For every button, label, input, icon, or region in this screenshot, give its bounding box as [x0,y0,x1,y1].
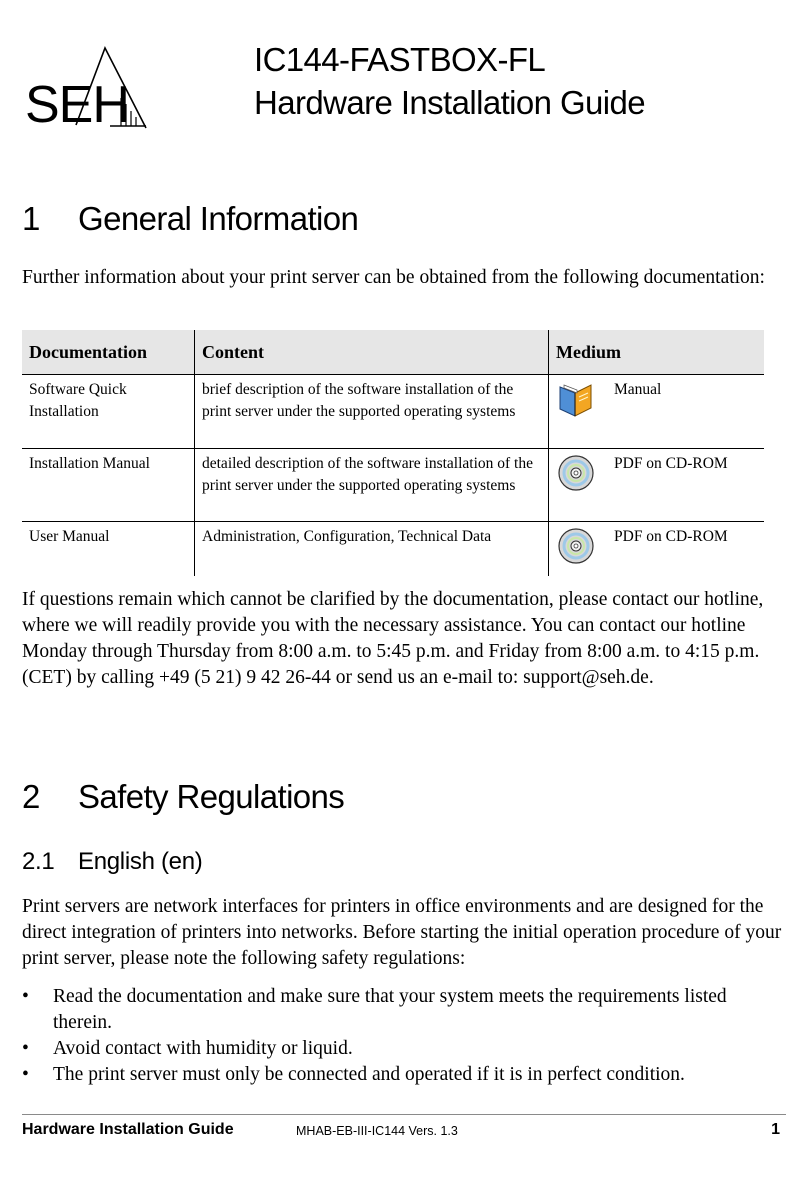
footer-rule [22,1114,786,1115]
title-line-1: IC144-FASTBOX-FL [254,41,546,78]
seh-logo-graphic [22,40,152,135]
list-item-text: The print server must only be connected and operated if it is in perfect condition. [53,1064,685,1085]
bullet-symbol: • [22,1038,29,1059]
subsection-2-1-heading [22,848,202,876]
header-documentation: Documentation [29,341,147,362]
list-item [22,984,786,1036]
section-1-number: 1 [22,200,40,237]
book-icon [556,379,596,419]
row-medium [548,449,764,521]
cd-icon [556,453,596,493]
medium-label: PDF on CD-ROM [614,455,728,472]
bullet-symbol: • [22,1064,29,1085]
row-documentation: User Manual [29,528,110,545]
row-documentation: Software Quick Installation [29,381,127,420]
row-content: detailed description of the software installation of the print server under the supported operating systems [194,449,548,521]
list-item-text: Read the documentation and make sure that your system meets the requirements listed therein. [53,986,727,1033]
section-1-intro: Further information about your print server can be obtained from the following documentation: [22,267,765,288]
medium-label: Manual [614,381,662,398]
table-row [22,449,764,522]
header-medium: Medium [548,330,764,374]
row-medium [548,375,764,448]
row-content: brief description of the software installation of the print server under the supported operating systems [194,375,548,448]
subsection-2-1-number: 2.1 [22,848,55,875]
document-title [254,38,645,124]
bullet-symbol: • [22,986,29,1007]
page-number: 1 [771,1121,780,1138]
table-header [22,330,764,375]
header-content: Content [194,330,548,374]
seh-logo [22,40,152,135]
section-1-title: General Information [78,200,359,237]
subsection-2-1-title: English (en) [78,848,203,875]
contact-paragraph: If questions remain which cannot be clarified by the documentation, please contact our hotline, where we will readily provide you with the necessary assistance. You can contact our hotline Monday through Thursday from 8:00 a.m. to 5:45 p.m. and Friday from 8:00 a.m. to 4:15 p.m. (CET) by calling +49 (5 21) 9 42 26-44 or send us an e-mail to: support@seh.de. [22,589,764,688]
list-item [22,1062,786,1088]
table-row [22,375,764,449]
section-1-heading [22,200,358,238]
medium-label: PDF on CD-ROM [614,528,728,545]
row-medium [548,522,764,576]
logo-text: SEH [25,76,129,134]
table-row [22,522,764,576]
safety-list [22,984,786,1088]
section-2-title: Safety Regulations [78,778,345,815]
cd-icon [556,526,596,566]
safety-intro: Print servers are network interfaces for printers in office environments and are designed for the direct integration of printers into networks. Before starting the initial operation procedure of your print server, please note the following safety regulations: [22,896,782,969]
section-2-heading [22,778,344,816]
row-content: Administration, Configuration, Technical Data [194,522,548,576]
title-line-2: Hardware Installation Guide [254,84,646,121]
row-documentation: Installation Manual [29,455,150,472]
documentation-table [22,330,764,576]
list-item-text: Avoid contact with humidity or liquid. [53,1038,353,1059]
section-2-number: 2 [22,778,40,815]
footer-doc-id: MHAB-EB-III-IC144 Vers. 1.3 [296,1124,458,1138]
list-item [22,1036,786,1062]
footer-guide-title: Hardware Installation Guide [22,1121,234,1138]
